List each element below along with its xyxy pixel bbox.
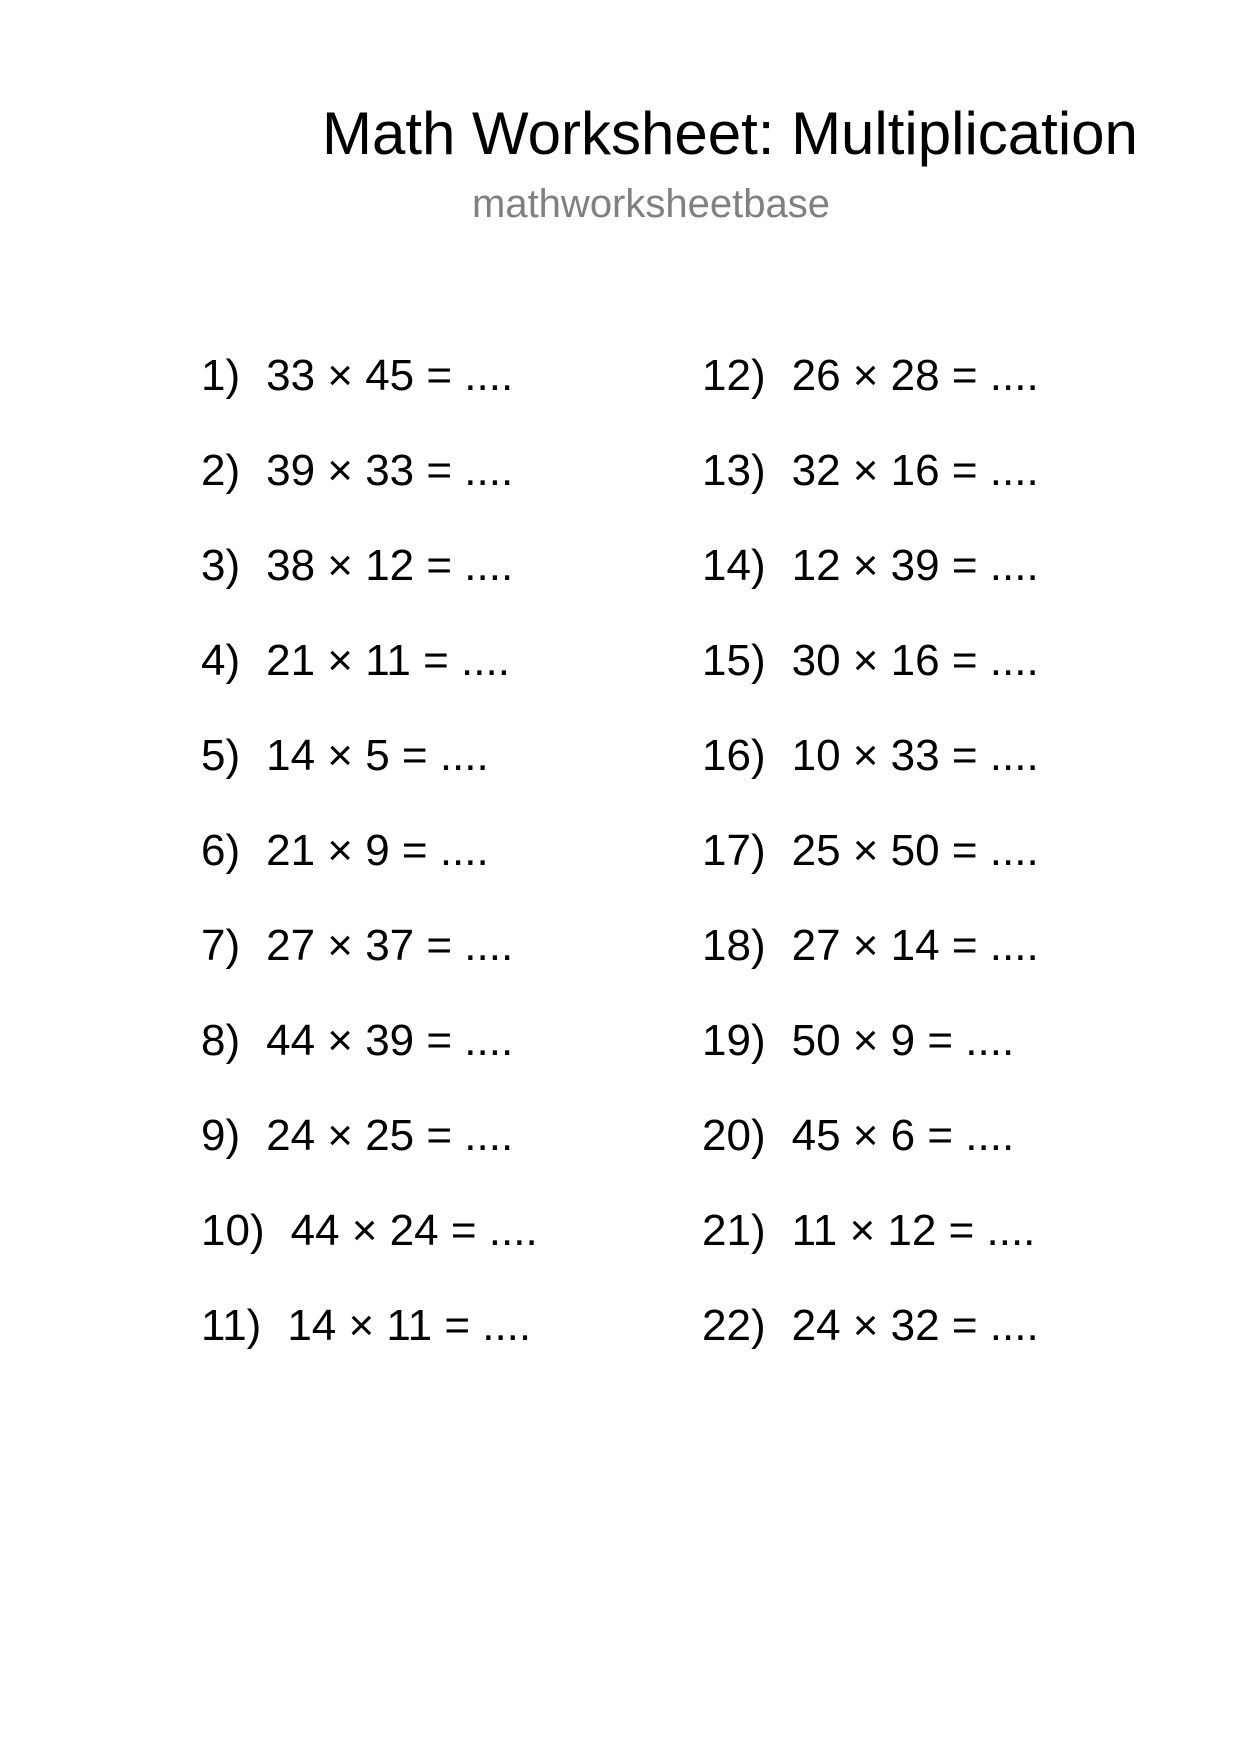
problem-item bbox=[201, 540, 538, 635]
problem-item bbox=[201, 1300, 538, 1395]
problem-number: 12) bbox=[702, 351, 766, 400]
problem-number: 13) bbox=[702, 446, 766, 495]
problem-column-left bbox=[201, 350, 538, 1395]
problem-number: 11) bbox=[201, 1301, 262, 1350]
problem-number: 19) bbox=[702, 1016, 766, 1065]
problem-item bbox=[201, 635, 538, 730]
worksheet-subtitle: mathworksheetbase bbox=[472, 182, 830, 226]
problem-item bbox=[201, 920, 538, 1015]
problem-column-right bbox=[702, 350, 1039, 1395]
problem-expression: 33 × 45 = .... bbox=[266, 351, 514, 400]
problem-number: 22) bbox=[702, 1301, 766, 1350]
problem-item bbox=[201, 1205, 538, 1300]
problem-expression: 10 × 33 = .... bbox=[791, 731, 1039, 780]
problem-number: 8) bbox=[201, 1016, 241, 1065]
problem-expression: 27 × 37 = .... bbox=[266, 921, 514, 970]
problem-number: 2) bbox=[201, 446, 241, 495]
problem-expression: 21 × 9 = .... bbox=[266, 826, 489, 875]
problem-expression: 12 × 39 = .... bbox=[791, 541, 1039, 590]
problem-expression: 45 × 6 = .... bbox=[791, 1111, 1015, 1160]
problem-item bbox=[201, 730, 538, 825]
problem-item bbox=[201, 445, 538, 540]
problem-number: 3) bbox=[201, 541, 241, 590]
problem-number: 21) bbox=[702, 1206, 766, 1255]
problem-number: 17) bbox=[702, 826, 766, 875]
problem-number: 20) bbox=[702, 1111, 766, 1160]
problem-item bbox=[702, 635, 1039, 730]
problem-expression: 44 × 24 = .... bbox=[290, 1206, 538, 1255]
problem-expression: 25 × 50 = .... bbox=[791, 826, 1039, 875]
problem-expression: 24 × 25 = .... bbox=[266, 1111, 514, 1160]
worksheet-title: Math Worksheet: Multiplication bbox=[322, 100, 1138, 167]
problem-item bbox=[702, 1015, 1039, 1110]
problem-item bbox=[702, 540, 1039, 635]
problem-expression: 32 × 16 = .... bbox=[791, 446, 1039, 495]
problem-item bbox=[702, 920, 1039, 1015]
problem-number: 7) bbox=[201, 921, 241, 970]
problem-item bbox=[702, 445, 1039, 540]
problem-expression: 38 × 12 = .... bbox=[266, 541, 514, 590]
problem-expression: 30 × 16 = .... bbox=[791, 636, 1039, 685]
problem-expression: 26 × 28 = .... bbox=[791, 351, 1039, 400]
problem-item bbox=[702, 825, 1039, 920]
problem-expression: 21 × 11 = .... bbox=[266, 636, 510, 685]
problem-expression: 44 × 39 = .... bbox=[266, 1016, 514, 1065]
problem-number: 18) bbox=[702, 921, 766, 970]
problem-number: 6) bbox=[201, 826, 241, 875]
problem-expression: 27 × 14 = .... bbox=[791, 921, 1039, 970]
problem-number: 1) bbox=[201, 351, 241, 400]
problem-item bbox=[201, 1110, 538, 1205]
problem-expression: 11 × 12 = .... bbox=[791, 1206, 1036, 1255]
problem-expression: 24 × 32 = .... bbox=[791, 1301, 1039, 1350]
problem-expression: 39 × 33 = .... bbox=[266, 446, 514, 495]
problem-item bbox=[702, 1110, 1039, 1205]
problem-expression: 50 × 9 = .... bbox=[791, 1016, 1015, 1065]
problem-number: 15) bbox=[702, 636, 766, 685]
problem-number: 14) bbox=[702, 541, 766, 590]
problem-number: 10) bbox=[201, 1206, 265, 1255]
problem-number: 4) bbox=[201, 636, 241, 685]
problem-item bbox=[201, 825, 538, 920]
problem-item bbox=[702, 730, 1039, 825]
problem-item bbox=[702, 350, 1039, 445]
problem-expression: 14 × 11 = .... bbox=[287, 1301, 532, 1350]
problem-number: 9) bbox=[201, 1111, 241, 1160]
problem-item bbox=[201, 1015, 538, 1110]
problem-item bbox=[702, 1300, 1039, 1395]
problem-number: 5) bbox=[201, 731, 241, 780]
problem-item bbox=[702, 1205, 1039, 1300]
problem-number: 16) bbox=[702, 731, 766, 780]
problem-item bbox=[201, 350, 538, 445]
problem-expression: 14 × 5 = .... bbox=[266, 731, 489, 780]
